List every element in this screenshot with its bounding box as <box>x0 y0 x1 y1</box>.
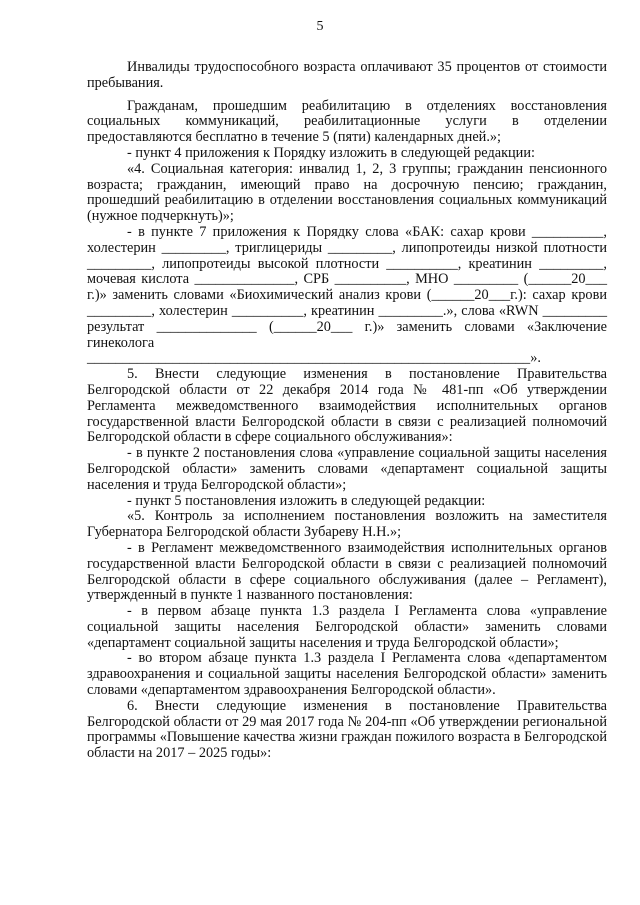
paragraph: «5. Контроль за исполнением постановления возложить на заместителя Губернатора Белгородской области Зубареву Н.Н.»; <box>87 508 607 541</box>
page-number: 5 <box>316 19 324 34</box>
paragraph: Гражданам, прошедшим реабилитацию в отделениях восстановления социальных коммуникаций, реабилитационные услуги в отделении предоставляются бесплатно в течение 5 (пяти) календарных дней.»; <box>87 97 607 146</box>
paragraph: - пункт 5 постановления изложить в следующей редакции: <box>127 492 486 509</box>
paragraph: - в Регламент межведомственного взаимодействия исполнительных органов государственной власти Белгородской области в связи с реализацией полномочий Белгородской области в сфере социального обслуживания (далее – Регламент), утвержденный в пункте 1 названного постановления: <box>87 539 607 604</box>
paragraph: 5. Внести следующие изменения в постановление Правительства Белгородской области от 22 декабря 2014 года № 481-пп «Об утверждении Регламента межведомственного взаимодействия исполнительных органов государственной власти Белгородской области в связи с реализацией полномочий Белгородской области в сфере социального обслуживания»: <box>87 366 607 446</box>
document-body <box>87 60 607 762</box>
paragraph: 6. Внести следующие изменения в постановление Правительства Белгородской области от 29 мая 2017 года № 204-пп «Об утверждении региональной программы «Повышение качества жизни граждан пожилого возраста в Белгородской области на 2017 – 2025 годы»: <box>87 697 607 762</box>
paragraph: - пункт 4 приложения к Порядку изложить в следующей редакции: <box>127 144 535 161</box>
paragraph: - во втором абзаце пункта 1.3 раздела I Регламента слова «департаментом здравоохранения и социальной защиты населения Белгородской области» заменить словами «департаментом здравоохранения Белгородской области». <box>87 650 607 699</box>
paragraph: - в первом абзаце пункта 1.3 раздела I Регламента слова «управление социальной защиты населения Белгородской области» заменить словами «департамент социальной защиты населения и труда Белгородской области»; <box>87 603 607 651</box>
paragraph: «4. Социальная категория: инвалид 1, 2, 3 группы; гражданин пенсионного возраста; гражданин, имеющий право на досрочную пенсию; гражданин, прошедший реабилитацию в отделении восстановления социальных коммуникаций (нужное подчеркнуть)»; <box>87 160 607 225</box>
paragraph: - в пункте 7 приложения к Порядку слова «БАК: сахар крови __________, холестерин _________, триглицериды _________, липопротеиды низкой плотности _________, липопротеиды высокой плотности __________, креатинин _________, мочевая кислота ______________, СРБ __________, МНО _________ (______20___ г.)» заменить словами «Биохимический анализ крови (______20___г.): сахар крови _________, холестерин __________, креатинин _________.», слова «RWN _________ результат ______________ (______20___ г.)» заменить словами «Заключение гинеколога ______________________________________________________________». <box>87 223 607 367</box>
paragraph: - в пункте 2 постановления слова «управление социальной защиты населения Белгородской области» заменить словами «департамент социальной защиты населения и труда Белгородской области»; <box>87 445 607 493</box>
paragraph: Инвалиды трудоспособного возраста оплачивают 35 процентов от стоимости пребывания. <box>87 59 607 91</box>
